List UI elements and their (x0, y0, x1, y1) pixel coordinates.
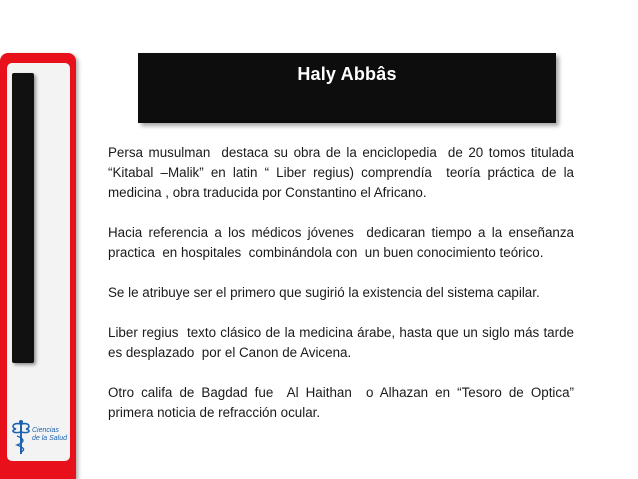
logo-text-line2: de la Salud (32, 435, 68, 442)
slide-title: Haly Abbâs (297, 64, 397, 84)
logo-text-line1: Ciencias (32, 427, 59, 434)
sidebar-dark-bar (12, 73, 34, 363)
sidebar-inner-panel (7, 63, 70, 461)
sidebar-panel (0, 53, 76, 479)
paragraph-4: Liber regius texto clásico de la medicina árabe, hasta que un siglo más tarde es desplazado por el Canon de Avicena. (108, 325, 578, 360)
ciencias-de-la-salud-logo (10, 418, 68, 458)
caduceus-icon (10, 418, 32, 456)
paragraph-1: Persa musulman destaca su obra de la enciclopedia de 20 tomos titulada “Kitabal –Malik” en latin “ Liber regius) comprendía teoría práctica de la medicina , obra traducida por Constantino el Africano. (108, 145, 582, 200)
paragraph-2: Hacia referencia a los médicos jóvenes dedicaran tiempo a la enseñanza practica en hospitales combinándola con un buen conocimiento teórico. (108, 225, 578, 260)
title-bar (138, 53, 556, 123)
paragraph-5: Otro califa de Bagdad fue Al Haithan o Alhazan en “Tesoro de Optica” primera noticia de refracción ocular. (108, 385, 578, 420)
logo-text (32, 427, 67, 443)
paragraph-3: Se le atribuye ser el primero que sugirió la existencia del sistema capilar. (108, 285, 540, 300)
slide-body (108, 143, 582, 443)
